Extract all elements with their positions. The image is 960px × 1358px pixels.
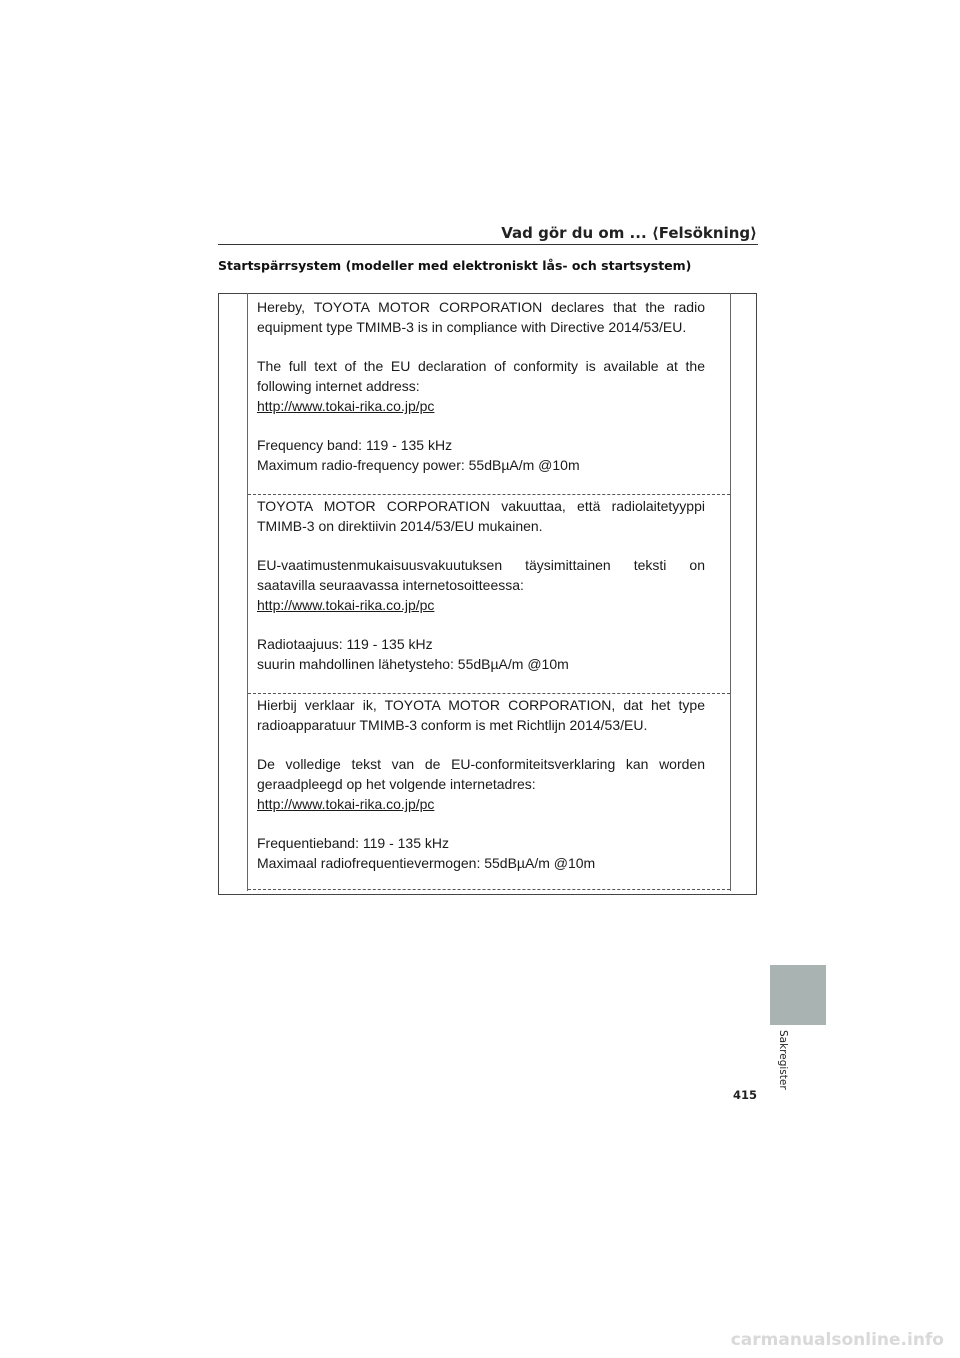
index-thumb-tab[interactable] bbox=[770, 965, 826, 1025]
declaration-availability: De volledige tekst van de EU-conformiteitsverklaring kan worden geraadpleegd op het volgende internetadres: bbox=[257, 756, 705, 792]
block-divider bbox=[248, 494, 730, 495]
declaration-frequency: Frequentieband: 119 - 135 kHz bbox=[257, 835, 449, 851]
declaration-availability: EU-vaatimustenmukaisuusvakuutuksen täysimittainen teksti on saatavilla seuraavassa internetosoitteessa: bbox=[257, 557, 705, 593]
declaration-statement: Hierbij verklaar ik, TOYOTA MOTOR CORPORATION, dat het type radioapparatuur TMIMB-3 conform is met Richtlijn 2014/53/EU. bbox=[257, 697, 705, 733]
declaration-block-finnish bbox=[248, 496, 730, 674]
page-number: 415 bbox=[733, 1088, 758, 1102]
section-heading: Startspärrsystem (modeller med elektroniskt lås- och startsystem) bbox=[218, 258, 692, 273]
page-header-title: Vad gör du om ... ⟨Felsökning⟩ bbox=[501, 224, 757, 242]
declaration-power: Maximum radio-frequency power: 55dBµA/m @10m bbox=[257, 457, 580, 473]
declaration-power: suurin mahdollinen lähetysteho: 55dBµA/m @10m bbox=[257, 656, 569, 672]
declaration-bottom-line bbox=[248, 889, 730, 890]
watermark: carmanualsonline.info bbox=[730, 1330, 944, 1350]
declaration-frequency: Radiotaajuus: 119 - 135 kHz bbox=[257, 636, 433, 652]
declaration-statement: Hereby, TOYOTA MOTOR CORPORATION declares that the radio equipment type TMIMB-3 is in compliance with Directive 2014/53/EU. bbox=[257, 299, 705, 335]
declaration-link[interactable]: http://www.tokai-rika.co.jp/pc bbox=[257, 796, 435, 812]
declaration-availability: The full text of the EU declaration of conformity is available at the following internet address: bbox=[257, 358, 705, 394]
declaration-link[interactable]: http://www.tokai-rika.co.jp/pc bbox=[257, 597, 435, 613]
declaration-block-dutch bbox=[248, 695, 730, 873]
index-tab-label: Sakregister bbox=[777, 1030, 789, 1090]
block-divider bbox=[248, 693, 730, 694]
declaration-statement: TOYOTA MOTOR CORPORATION vakuuttaa, että radiolaitetyyppi TMIMB-3 on direktiivin 2014/53/EU mukainen. bbox=[257, 498, 705, 534]
declaration-link[interactable]: http://www.tokai-rika.co.jp/pc bbox=[257, 398, 435, 414]
header-rule bbox=[218, 244, 758, 245]
declaration-frequency: Frequency band: 119 - 135 kHz bbox=[257, 437, 453, 453]
declaration-block-english bbox=[248, 297, 730, 475]
declaration-power: Maximaal radiofrequentievermogen: 55dBµA/m @10m bbox=[257, 855, 596, 871]
